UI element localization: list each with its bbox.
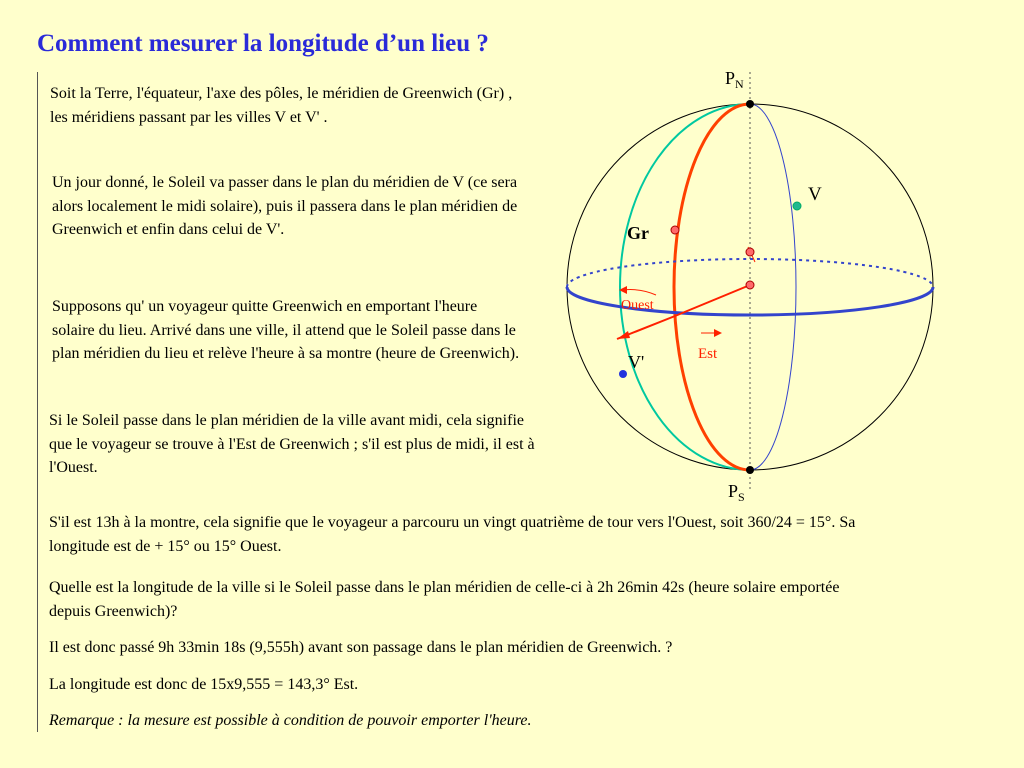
greenwich-dot: [671, 226, 679, 234]
west-label: Ouest: [621, 298, 654, 313]
north-pole-label: $P_N$: [725, 68, 744, 91]
meridian-v-prime: [620, 104, 750, 470]
paragraph-sun-passage: Un jour donné, le Soleil va passer dans le plan du méridien de V (ce sera alors localement le midi solaire), puis il passera dans le plan méridien de Greenwich et enfin dans celui de V'.: [52, 174, 518, 238]
page-title: Comment mesurer la longitude d’un lieu ?: [37, 30, 489, 57]
paragraph-east-west: Si le Soleil passe dans le plan méridien de la ville avant midi, cela signifie que le voyageur se trouve à l'Est de Greenwich ; s'il est plus de midi, il est à l'Ouest.: [49, 412, 535, 476]
city-v-dot: [793, 202, 801, 210]
paragraph-example-13h: S'il est 13h à la montre, cela signifie que le voyageur a parcouru un vingt quatrième de tour vers l'Ouest, soit 360/24 = 15°. Sa longitude est de + 15° ou 15° Ouest.: [49, 514, 856, 555]
meridian-greenwich: [674, 104, 750, 470]
axis-dot: [746, 248, 754, 256]
city-v-prime-label: V': [628, 352, 645, 372]
south-pole-label: $P_S$: [728, 481, 745, 504]
paragraph-traveler: Supposons qu' un voyageur quitte Greenwich en emportant l'heure solaire du lieu. Arrivé dans une ville, il attend que le Soleil passe dans le plan méridien du lieu et relève l'heure à sa montre (heure de Greenwich).: [52, 298, 520, 362]
south-pole-dot: [746, 466, 754, 474]
paragraph-question: Quelle est la longitude de la ville si le Soleil passe dans le plan méridien de celle-ci à 2h 26min 42s (heure solaire emportée depuis Greenwich)?: [49, 579, 840, 620]
north-pole-dot: [746, 100, 754, 108]
paragraph-remark: Remarque : la mesure est possible à condition de pouvoir emporter l'heure.: [49, 712, 532, 729]
greenwich-label: Gr: [627, 223, 649, 243]
est-arrow-head: [714, 329, 722, 337]
city-v-label: V: [808, 184, 822, 205]
city-v-prime-dot: [619, 370, 627, 378]
center-arrow-shaft: [675, 285, 750, 316]
paragraph-intro: Soit la Terre, l'équateur, l'axe des pôles, le méridien de Greenwich (Gr) , les méridiens passant par les villes V et V' .: [50, 85, 513, 126]
meridian-v: [750, 104, 796, 470]
ouest-arrow: [623, 290, 656, 295]
paragraph-result: La longitude est donc de 15x9,555 = 143,3° Est.: [49, 676, 359, 693]
east-label: Est: [698, 346, 718, 362]
paragraph-elapsed-time: Il est donc passé 9h 33min 18s (9,555h) avant son passage dans le plan méridien de Greenwich. ?: [49, 639, 673, 656]
center-dot: [746, 281, 754, 289]
